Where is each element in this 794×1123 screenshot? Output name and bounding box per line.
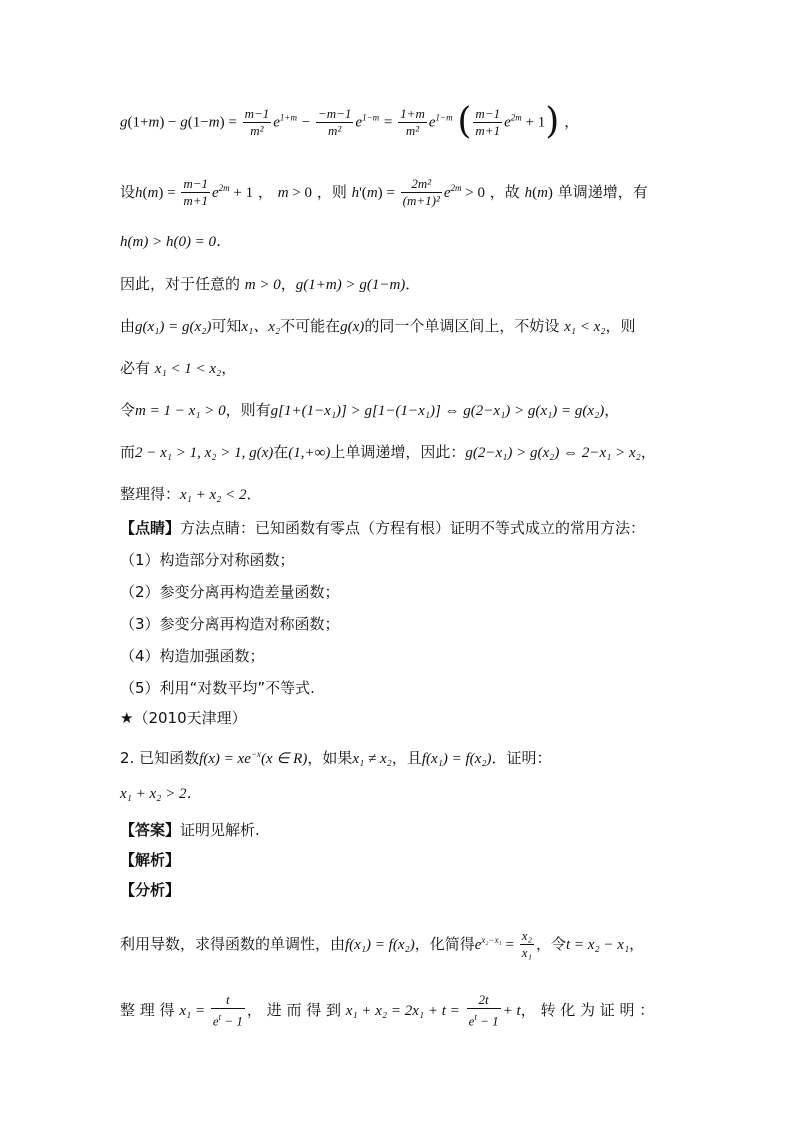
analysis-line-1: 利用导数，求得函数的单调性，由f(x₁) = f(x₂)，化简得$e^{x_2-x_1}$ = $\frac{\text{x₂}}{\text{x₁}}$ ，令t = x₂ − x₁， (120, 928, 645, 960)
text: ， (564, 112, 580, 131)
dianjing-line: 【点睛】方法点睛：已知函数有零点（方程有根）证明不等式成立的常用方法： (120, 519, 646, 537)
fenxi-tag: 【分析】 (120, 881, 181, 899)
method-1: （1）构造部分对称函数； (120, 551, 295, 569)
formula-line-5: 由g(x₁) = g(x₂)可知x₁、x₂不可能在g(x)的同一个单调区间上，不妨设 x₁ < x₂，则 (120, 317, 636, 335)
method-4: （4）构造加强函数； (120, 647, 265, 665)
answer-tag: 【答案】 (120, 821, 181, 839)
question-2-line-1: 2. 已知函数$f(x) = xe^{-x}(x$ ∈ R)，如果x₁ ≠ x₂，且f(x₁) = f(x₂)．证明： (120, 749, 552, 767)
formula-line-6: 必有 x₁ < 1 < x₂， (120, 359, 237, 377)
formula-line-1: g(1+m) − g(1−m) = $\frac{m-1}{\text{m²}}$ $e^{1+m}$ − $\frac{-m-1}{\text{m²}}$ $e^{1-m}$ = $\frac{1+m}{\text{m²}}$ $e^{1-m}$ ( $\frac{m-1}{m+1}$ $e^{2m} + 1$) ， (120, 101, 580, 142)
question-2-line-2: x₁ + x₂ > 2． (120, 786, 202, 802)
dianjing-tag: 【点睛】 (120, 519, 181, 537)
method-5: （5）利用“对数平均”不等式. (120, 679, 315, 697)
analysis-line-2: 整 理 得 x₁ = $\frac{t}{e^t - 1}$ ， 进 而 得 到 x₁ + x₂ = 2x₁ + t = $\frac{2t}{e^t - 1}$ + t， 转 化 为 证 明 ： (120, 992, 655, 1029)
formula-line-2: 设h(m) = $\frac{m-1}{m+1}$ $e^{2m} + 1$ ， m > 0 ，则 h'(m) = $\frac{\text{2m²}}{\text{(m+1)²}}$ $e^{2m} > 0$ ，故 h(m) 单调递增，有 (120, 176, 648, 208)
formula-line-4: 因此，对于任意的 m > 0，g(1+m) > g(1−m)． (120, 275, 421, 293)
formula-line-3: h(m) > h(0) = 0． (120, 234, 232, 250)
formula-line-7: 令m = 1 − x₁ > 0，则有g[1+(1−x₁)] > g[1−(1−x₁)] ⇔ g(2−x₁) > g(x₁) = g(x₂)， (120, 401, 620, 419)
formula-line-9: 整理得：x₁ + x₂ < 2． (120, 485, 262, 503)
jiexi-tag: 【解析】 (120, 851, 181, 869)
formula-line-8: 而2 − x₁ > 1, x₂ > 1, g(x)在(1,+∞)上单调递增，因此：g(2−x₁) > g(x₂) ⇔ 2−x₁ > x₂， (120, 443, 656, 461)
answer-line: 【答案】证明见解析. (120, 821, 260, 839)
method-2: （2）参变分离再构造差量函数； (120, 583, 340, 601)
source-star-line: ★（2010天津理） (120, 709, 247, 727)
method-3: （3）参变分离再构造对称函数； (120, 615, 340, 633)
